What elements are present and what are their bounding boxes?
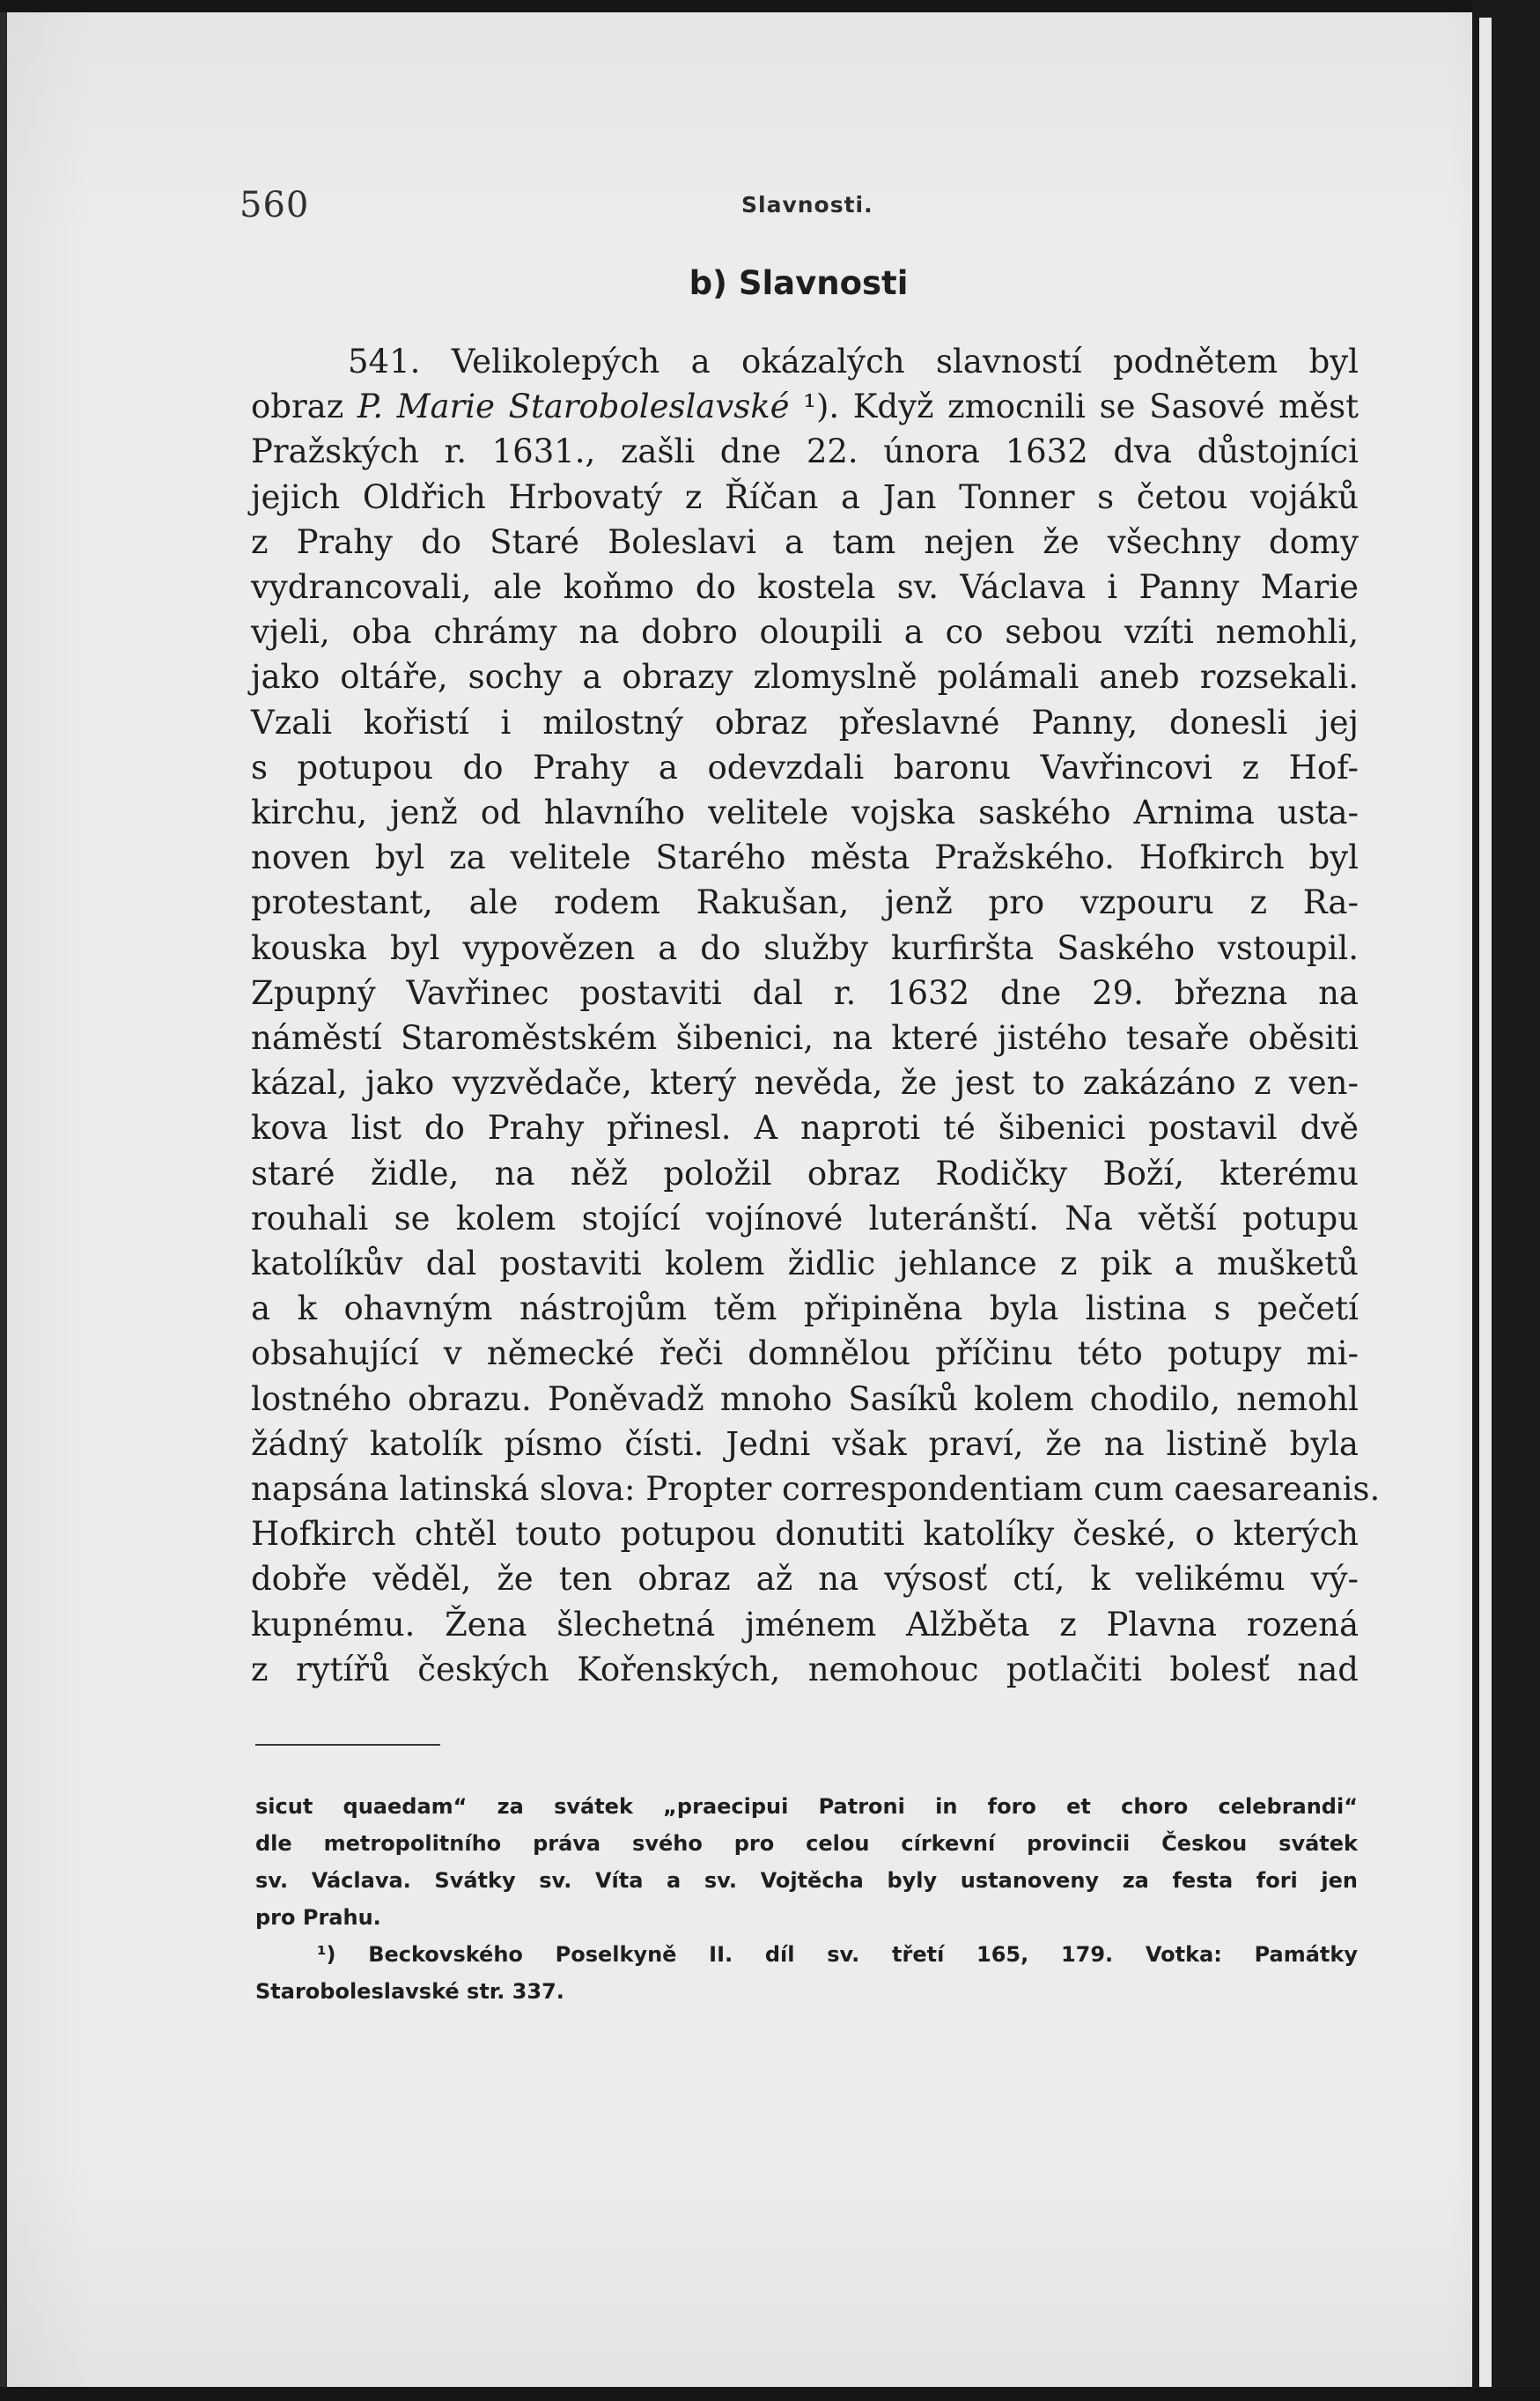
text-line: staré židle, na něž položil obraz Rodičky Boží, kterému: [251, 1154, 1359, 1193]
text-line: Zpupný Vavřinec postaviti dal r. 1632 dne 29. března na: [251, 973, 1359, 1012]
footnote-divider: [255, 1744, 440, 1746]
footnote-1: ¹) Beckovského Poselkyně II. díl sv. třetí 165, 179. Votka: Památky: [317, 1942, 1358, 1967]
text-line: vydrancovali, ale koňmo do kostela sv. Václava i Panny Marie: [251, 568, 1359, 607]
text-line: Vzali kořistí i milostný obraz přeslavné Panny, donesli jej: [251, 703, 1359, 742]
text-line: obsahující v německé řeči domnělou příčinu této potupy mi-: [251, 1334, 1359, 1373]
main-text: [251, 339, 1381, 1692]
text-line: katolíkův dal postaviti kolem židlic jehlance z pik a mušketů: [251, 1245, 1359, 1283]
footnote-line: Staroboleslavské str. 337.: [255, 1979, 564, 2004]
text-line: jejich Oldřich Hrbovatý z Říčan a Jan Tonner s četou vojáků: [251, 477, 1359, 516]
text-line: kázal, jako vyzvědače, který nevěda, že jest to zakázáno z ven-: [251, 1064, 1359, 1103]
scan-edge-top: [0, 0, 1540, 12]
text-line: 541. Velikolepých a okázalých slavností podnětem byl: [348, 343, 1359, 380]
text-line: vjeli, oba chrámy na dobro oloupili a co sebou vzíti nemohli,: [251, 613, 1359, 652]
text-line: a k ohavným nástrojům těm připiněna byla listina s pečetí: [251, 1289, 1359, 1328]
text-line: Pražských r. 1631., zašli dne 22. února 1632 dva důstojníci: [251, 432, 1359, 471]
text-line: s potupou do Prahy a odevzdali baronu Vavřincovi z Hof-: [251, 748, 1359, 787]
text-line: napsána latinská slova: Propter correspondentiam cum caesareanis.: [251, 1470, 1381, 1509]
running-head: [239, 185, 1358, 238]
text-line: kova list do Prahy přinesl. A naproti té šibenici postavil dvě: [251, 1109, 1359, 1148]
scan-edge-right-highlight: [1479, 18, 1492, 2387]
text-line-italic-phrase: obraz P. Marie Staroboleslavské ¹). Když zmocnili se Sasové měst: [251, 388, 1359, 426]
text-line: lostného obrazu. Poněvadž mnoho Sasíků kolem chodilo, nemohl: [251, 1379, 1359, 1418]
text-line: z rytířů českých Kořenských, nemohouc potlačiti bolesť nad: [251, 1650, 1359, 1688]
italic-phrase: P. Marie Staroboleslavské: [357, 388, 790, 426]
footnotes: [255, 1788, 1358, 2010]
text-line: jako oltáře, sochy a obrazy zlomyslně polámali aneb rozsekali.: [251, 658, 1359, 697]
text-line: dobře věděl, že ten obraz až na výsosť ctí, k velikému vý-: [251, 1560, 1359, 1599]
text-line: kupnému. Žena šlechetná jménem Alžběta z Plavna rozená: [251, 1605, 1359, 1644]
text-line: žádný katolík písmo čísti. Jedni však praví, že na listině byla: [251, 1424, 1359, 1463]
section-heading: b) Slavnosti: [689, 264, 909, 302]
text-line: náměstí Staroměstském šibenici, na které jistého tesaře oběsiti: [251, 1019, 1359, 1058]
footnote-line: sv. Václava. Svátky sv. Víta a sv. Vojtěcha byly ustanoveny za festa fori jen: [255, 1868, 1358, 1893]
text-line: kirchu, jenž od hlavního velitele vojska saského Arnima usta-: [251, 794, 1359, 832]
text-line: noven byl za velitele Starého města Pražského. Hofkirch byl: [251, 839, 1359, 877]
running-title: Slavnosti.: [741, 192, 873, 218]
text-line: kouska byl vypovězen a do služby kurfiršta Saského vstoupil.: [251, 928, 1359, 967]
text-line: protestant, ale rodem Rakušan, jenž pro vzpouru z Ra-: [251, 883, 1359, 922]
text-line: Hofkirch chtěl touto potupou donutiti katolíky české, o kterých: [251, 1515, 1359, 1554]
footnote-line: pro Prahu.: [255, 1905, 381, 1930]
page-number: 560: [239, 185, 310, 225]
scan-edge-bottom: [0, 2387, 1540, 2401]
text-line: z Prahy do Staré Boleslavi a tam nejen že všechny domy: [251, 522, 1359, 561]
text-line: rouhali se kolem stojící vojínové luteránští. Na větší potupu: [251, 1199, 1359, 1237]
footnote-line: sicut quaedam“ za svátek „praecipui Patroni in foro et choro celebrandi“: [255, 1794, 1358, 1819]
scan-edge-left: [0, 0, 7, 2401]
footnote-line: dle metropolitního práva svého pro celou církevní provincii Českou svátek: [255, 1831, 1358, 1856]
